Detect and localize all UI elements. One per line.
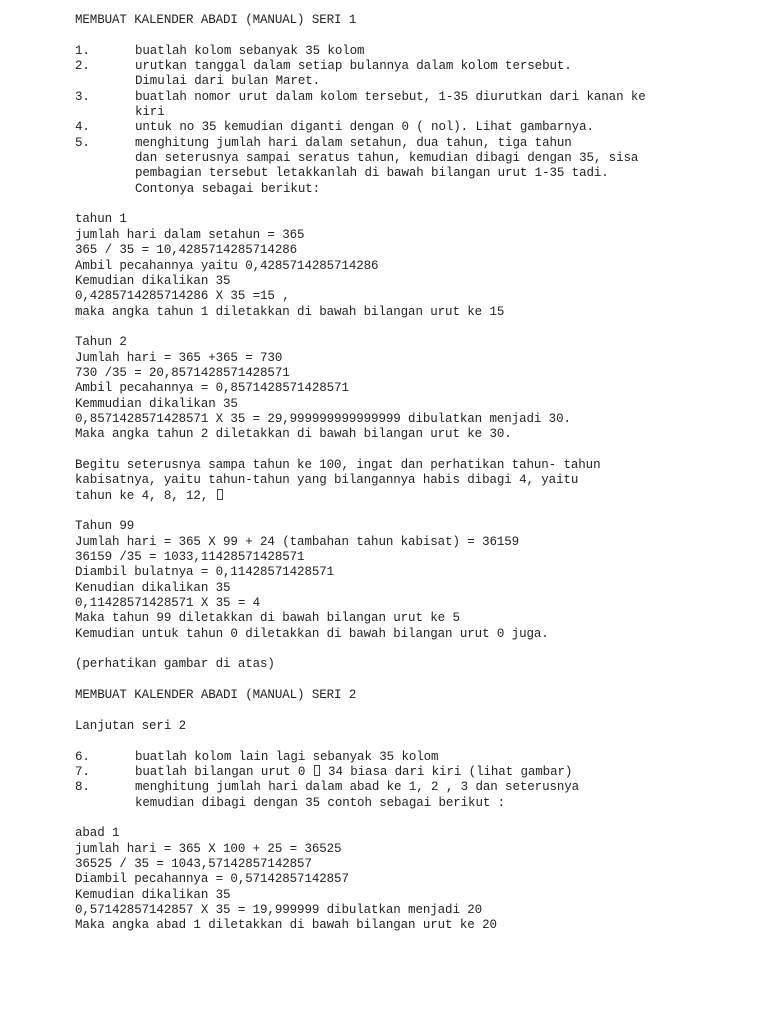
list-number: 3.	[75, 89, 90, 104]
list-text: menghitung jumlah hari dalam abad ke 1, 2 , 3 dan seterusnya	[135, 780, 580, 795]
list-item	[75, 136, 755, 197]
text-line: Maka angka abad 1 diletakkan di bawah bilangan urut ke 20	[75, 918, 497, 933]
spacer	[75, 197, 755, 212]
text-line: Kenudian dikalikan 35	[75, 580, 231, 595]
list-item	[75, 120, 755, 135]
spacer	[75, 443, 755, 458]
list-item	[75, 44, 755, 59]
text-fragment: tahun ke 4, 8, 12,	[75, 488, 216, 503]
list-text: buatlah kolom lain lagi sebanyak 35 kolom	[135, 749, 439, 764]
spacer	[75, 642, 755, 657]
text-line: Kemudian untuk tahun 0 diletakkan di bawah bilangan urut 0 juga.	[75, 626, 549, 641]
text-line: jumlah hari dalam setahun = 365	[75, 227, 305, 242]
text-line: maka angka tahun 1 diletakkan di bawah bilangan urut ke 15	[75, 304, 505, 319]
text-line: Maka angka tahun 2 diletakkan di bawah bilangan urut ke 30.	[75, 427, 512, 442]
text-line: Ambil pecahannya = 0,8571428571428571	[75, 381, 349, 396]
text-line: Jumlah hari = 365 X 99 + 24 (tambahan tahun kabisat) = 36159	[75, 534, 520, 549]
list-text: dan seterusnya sampai seratus tahun, kemudian dibagi dengan 35, sisa	[135, 151, 639, 166]
abad-1-block	[75, 826, 755, 933]
tahun-2-block	[75, 335, 755, 442]
text-line: Jumlah hari = 365 +365 = 730	[75, 350, 283, 365]
list-text: urutkan tanggal dalam setiap bulannya dalam kolom tersebut.	[135, 59, 572, 74]
list-text: buatlah nomor urut dalam kolom tersebut, 1-35 diurutkan dari kanan ke	[135, 89, 646, 104]
spacer	[75, 811, 755, 826]
list-number: 7.	[75, 764, 90, 779]
text-fragment: buatlah bilangan urut 0	[135, 764, 313, 779]
list-number: 4.	[75, 120, 90, 135]
list-text: untuk no 35 kemudian diganti dengan 0 ( nol). Lihat gambarnya.	[135, 120, 594, 135]
text-line: 0,11428571428571 X 35 = 4	[75, 596, 261, 611]
text-line: tahun 1	[75, 212, 127, 227]
list-text: Dimulai dari bulan Maret.	[135, 74, 321, 89]
steps-list-2	[75, 750, 755, 811]
text-fragment: 34 biasa dari kiri (lihat gambar)	[320, 764, 573, 779]
title-seri-1: MEMBUAT KALENDER ABADI (MANUAL) SERI 1	[75, 13, 357, 27]
list-item	[75, 59, 755, 90]
text-line: 730 /35 = 20,8571428571428571	[75, 365, 290, 380]
list-number: 5.	[75, 135, 90, 150]
spacer	[75, 703, 755, 718]
text-line: Diambil pecahannya = 0,57142857142857	[75, 872, 349, 887]
text-line: Kemudian dikalikan 35	[75, 887, 231, 902]
text-line-with-glyph	[75, 489, 755, 504]
list-text: pembagian tersebut letakkanlah di bawah bilangan urut 1-35 tadi.	[135, 166, 609, 181]
document-page	[75, 13, 755, 934]
text-line: Diambil bulatnya = 0,11428571428571	[75, 565, 335, 580]
title-seri-2: MEMBUAT KALENDER ABADI (MANUAL) SERI 2	[75, 688, 357, 703]
spacer	[75, 673, 755, 688]
steps-list-1	[75, 44, 755, 197]
text-line: Begitu seterusnya sampa tahun ke 100, ingat dan perhatikan tahun- tahun	[75, 457, 601, 472]
text-line: abad 1	[75, 826, 120, 841]
tahun-99-block	[75, 519, 755, 642]
text-line: Tahun 99	[75, 519, 135, 534]
list-text: menghitung jumlah hari dalam setahun, dua tahun, tiga tahun	[135, 135, 572, 150]
list-number: 6.	[75, 749, 90, 764]
text-line: 0,57142857142857 X 35 = 19,999999 dibulatkan menjadi 20	[75, 902, 483, 917]
begitu-paragraph	[75, 458, 755, 504]
text-line: 0,8571428571428571 X 35 = 29,999999999999999 dibulatkan menjadi 30.	[75, 411, 571, 426]
perhatikan-note: (perhatikan gambar di atas)	[75, 657, 275, 672]
text-line: Maka tahun 99 diletakkan di bawah bilangan urut ke 5	[75, 611, 460, 626]
spacer	[75, 320, 755, 335]
text-line: Ambil pecahannya yaitu 0,4285714285714286	[75, 258, 379, 273]
list-number: 2.	[75, 59, 90, 74]
spacer	[75, 504, 755, 519]
list-text: kiri	[135, 105, 165, 120]
missing-glyph-icon	[314, 765, 320, 776]
lanjutan-label: Lanjutan seri 2	[75, 718, 187, 733]
list-text: Contonya sebagai berikut:	[135, 181, 321, 196]
missing-glyph-icon	[217, 489, 223, 500]
list-item	[75, 750, 755, 765]
list-text-with-glyph	[135, 765, 755, 780]
text-line: 365 / 35 = 10,4285714285714286	[75, 243, 298, 258]
list-text: kemudian dibagi dengan 35 contoh sebagai berikut :	[135, 795, 506, 810]
list-item	[75, 765, 755, 780]
text-line: Kemudian dikalikan 35	[75, 273, 231, 288]
list-text: buatlah kolom sebanyak 35 kolom	[135, 43, 365, 58]
spacer	[75, 28, 755, 43]
text-line: 0,4285714285714286 X 35 =15 ,	[75, 289, 290, 304]
text-line: jumlah hari = 365 X 100 + 25 = 36525	[75, 841, 342, 856]
text-line: Kemmudian dikalikan 35	[75, 396, 238, 411]
text-line: Tahun 2	[75, 335, 127, 350]
text-line: kabisatnya, yaitu tahun-tahun yang bilangannya habis dibagi 4, yaitu	[75, 473, 579, 488]
list-item	[75, 780, 755, 811]
text-line: 36525 / 35 = 1043,57142857142857	[75, 856, 312, 871]
list-number: 1.	[75, 43, 90, 58]
list-item	[75, 90, 755, 121]
spacer	[75, 734, 755, 749]
tahun-1-block	[75, 212, 755, 319]
text-line: 36159 /35 = 1033,11428571428571	[75, 550, 305, 565]
list-number: 8.	[75, 780, 90, 795]
